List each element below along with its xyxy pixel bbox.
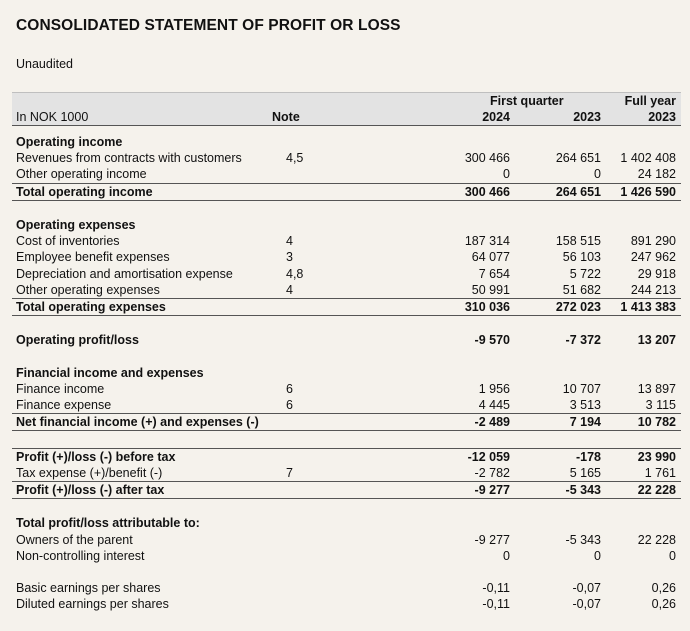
table-row (12, 548, 681, 564)
cell-q-2024: -2 782 (474, 465, 510, 480)
table-row (12, 580, 681, 596)
profit-loss-table (12, 92, 681, 612)
cell-q-2024: 64 077 (471, 250, 510, 265)
cell-fy-2023: 247 962 (630, 250, 676, 265)
table-row (12, 515, 681, 531)
cell-q-2024: -9 277 (474, 532, 510, 547)
table-row (12, 448, 681, 465)
cell-q-2023: -0,07 (572, 581, 601, 596)
row-spacer (12, 564, 681, 580)
cell-fy-2023: 24 182 (637, 167, 676, 182)
cell-fy-2023: 13 897 (637, 381, 676, 396)
note-header: Note (272, 110, 300, 124)
cell-q-2023: 5 722 (569, 266, 601, 281)
row-note: 6 (286, 398, 293, 412)
row-label: Total profit/loss attributable to: (16, 516, 200, 531)
cell-q-2024: -9 570 (474, 333, 510, 348)
table-row (12, 596, 681, 612)
unit-label: In NOK 1000 (16, 110, 89, 124)
row-spacer (12, 431, 681, 447)
cell-fy-2023: 29 918 (637, 266, 676, 281)
cell-q-2024: -0,11 (482, 581, 510, 596)
row-label: Total operating expenses (16, 299, 166, 314)
cell-fy-2023: 0,26 (651, 597, 676, 612)
row-label: Tax expense (+)/benefit (-) (16, 465, 163, 480)
table-row (12, 298, 681, 316)
row-spacer (12, 316, 681, 332)
table-row (12, 166, 681, 182)
cell-fy-2023: 0,26 (651, 581, 676, 596)
cell-fy-2023: 244 213 (630, 282, 676, 297)
cell-q-2023: 0 (594, 548, 601, 563)
cell-q-2024: 50 991 (471, 282, 510, 297)
row-note: 4 (286, 234, 293, 249)
cell-fy-2023: 1 426 590 (620, 184, 676, 199)
table-row (12, 134, 681, 150)
row-note: 6 (286, 381, 293, 396)
col-header-q-2023: 2023 (573, 110, 601, 124)
row-label: Revenues from contracts with customers (16, 151, 242, 166)
cell-fy-2023: 0 (669, 548, 676, 563)
cell-q-2023: 3 513 (569, 398, 601, 412)
cell-q-2024: -12 059 (467, 449, 510, 464)
row-label: Non-controlling interest (16, 548, 145, 563)
table-row (12, 381, 681, 397)
cell-q-2023: 51 682 (562, 282, 601, 297)
table-row (12, 413, 681, 431)
row-note: 4 (286, 282, 293, 297)
cell-q-2024: -0,11 (482, 597, 510, 612)
cell-q-2024: 300 466 (464, 151, 510, 166)
cell-q-2023: -5 343 (565, 482, 601, 497)
cell-q-2023: 264 651 (555, 151, 601, 166)
row-label: Total operating income (16, 184, 153, 199)
row-label: Other operating expenses (16, 282, 160, 297)
row-note: 4,5 (286, 151, 304, 166)
table-row (12, 282, 681, 298)
row-label: Financial income and expenses (16, 365, 204, 380)
cell-fy-2023: 22 228 (637, 532, 676, 547)
cell-fy-2023: 1 402 408 (620, 151, 676, 166)
table-row (12, 365, 681, 381)
page-title: CONSOLIDATED STATEMENT OF PROFIT OR LOSS (16, 17, 401, 34)
row-label: Profit (+)/loss (-) before tax (16, 449, 176, 464)
row-spacer (12, 348, 681, 364)
cell-q-2023: -178 (575, 449, 601, 464)
cell-q-2024: 7 654 (478, 266, 510, 281)
cell-q-2024: 310 036 (464, 299, 510, 314)
row-label: Finance income (16, 381, 105, 396)
cell-fy-2023: 3 115 (645, 398, 676, 412)
cell-q-2023: 264 651 (555, 184, 601, 199)
cell-q-2023: -0,07 (572, 597, 601, 612)
cell-q-2023: 0 (594, 167, 601, 182)
table-row (12, 481, 681, 499)
cell-fy-2023: 23 990 (637, 449, 676, 464)
cell-fy-2023: 891 290 (630, 234, 676, 249)
table-row (12, 217, 681, 233)
cell-q-2023: 272 023 (555, 299, 601, 314)
table-row (12, 249, 681, 265)
row-label: Finance expense (16, 398, 112, 412)
table-row (12, 183, 681, 201)
table-body (12, 126, 681, 612)
cell-q-2023: -5 343 (565, 532, 601, 547)
cell-fy-2023: 13 207 (637, 333, 676, 348)
row-label: Operating expenses (16, 217, 136, 232)
cell-q-2024: -2 489 (474, 415, 510, 430)
cell-q-2023: -7 372 (565, 333, 601, 348)
cell-q-2023: 5 165 (569, 465, 601, 480)
table-row (12, 532, 681, 548)
cell-q-2024: 1 956 (478, 381, 510, 396)
cell-fy-2023: 22 228 (637, 482, 676, 497)
row-label: Employee benefit expenses (16, 250, 170, 265)
row-label: Profit (+)/loss (-) after tax (16, 482, 165, 497)
full-year-header: Full year (624, 94, 676, 108)
row-label: Cost of inventories (16, 234, 120, 249)
table-row (12, 397, 681, 413)
cell-q-2024: -9 277 (474, 482, 510, 497)
row-label: Owners of the parent (16, 532, 133, 547)
row-label: Diluted earnings per shares (16, 597, 169, 612)
unaudited-label: Unaudited (16, 57, 73, 71)
first-quarter-header: First quarter (490, 94, 564, 108)
table-row (12, 150, 681, 166)
row-label: Basic earnings per shares (16, 581, 161, 596)
col-header-q-2024: 2024 (482, 110, 510, 124)
table-row (12, 465, 681, 481)
row-label: Other operating income (16, 167, 147, 182)
cell-q-2023: 158 515 (555, 234, 601, 249)
row-label: Net financial income (+) and expenses (-) (16, 415, 259, 430)
row-note: 4,8 (286, 266, 304, 281)
table-row (12, 266, 681, 282)
row-spacer (12, 201, 681, 217)
table-row (12, 332, 681, 348)
cell-fy-2023: 10 782 (637, 415, 676, 430)
table-row (12, 233, 681, 249)
cell-q-2024: 0 (503, 548, 510, 563)
cell-q-2023: 10 707 (562, 381, 601, 396)
cell-q-2023: 56 103 (562, 250, 601, 265)
cell-q-2024: 4 445 (478, 398, 510, 412)
row-label: Operating profit/loss (16, 333, 139, 348)
cell-q-2023: 7 194 (569, 415, 601, 430)
row-label: Depreciation and amortisation expense (16, 266, 233, 281)
cell-q-2024: 300 466 (464, 184, 510, 199)
cell-q-2024: 0 (503, 167, 510, 182)
row-spacer (12, 499, 681, 515)
row-label: Operating income (16, 135, 123, 149)
cell-fy-2023: 1 413 383 (620, 299, 676, 314)
cell-fy-2023: 1 761 (644, 465, 676, 480)
col-header-fy-2023: 2023 (648, 110, 676, 124)
row-note: 7 (286, 465, 293, 480)
row-note: 3 (286, 250, 293, 265)
table-header (12, 92, 681, 126)
cell-q-2024: 187 314 (464, 234, 510, 249)
